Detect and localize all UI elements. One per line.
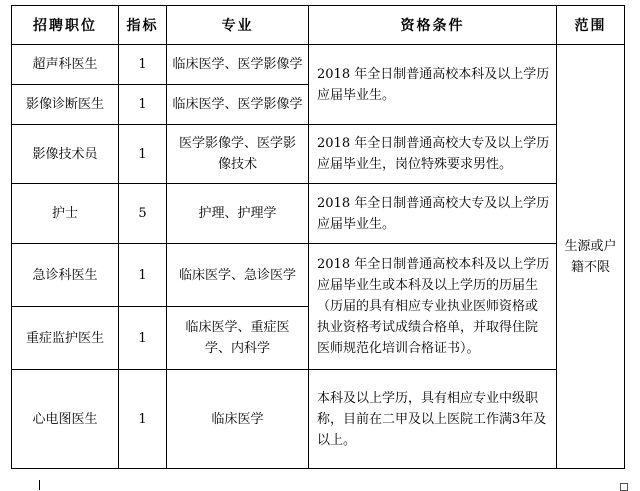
qualification-cell: 2018 年全日制普通高校本科及以上学历应届毕业生。 [309, 45, 557, 125]
qualification-cell: 本科及以上学历，具有相应专业中级职称，目前在二甲及以上医院工作满3年及以上。 [309, 370, 557, 469]
table-row [12, 370, 625, 469]
cursor-mark [39, 480, 40, 490]
major-cell: 护理、护理学 [167, 184, 309, 244]
count-cell: 5 [119, 184, 167, 244]
major-cell: 医学影像学、医学影像技术 [167, 125, 309, 184]
position-cell: 心电图医生 [12, 370, 119, 469]
header-scope: 范围 [557, 6, 625, 45]
major-cell: 临床医学 [167, 370, 309, 469]
table-row [12, 45, 625, 85]
count-cell: 1 [119, 244, 167, 307]
header-count: 指标 [119, 6, 167, 45]
table-row [12, 244, 625, 307]
major-cell: 临床医学、医学影像学 [167, 85, 309, 125]
count-cell: 1 [119, 45, 167, 85]
position-cell: 急诊科医生 [12, 244, 119, 307]
qualification-cell: 2018 年全日制普通高校本科及以上学历应届毕业生或本科及以上学历的历届生（历届的具有相应专业执业医师资格或执业资格考试成绩合格单，并取得住院医师规范化培训合格证书）。 [309, 244, 557, 370]
table-row [12, 125, 625, 184]
table-row [12, 184, 625, 244]
position-cell: 影像技术员 [12, 125, 119, 184]
count-cell: 1 [119, 125, 167, 184]
position-cell: 超声科医生 [12, 45, 119, 85]
count-cell: 1 [119, 85, 167, 125]
qualification-cell: 2018 年全日制普通高校大专及以上学历应届毕业生。 [309, 184, 557, 244]
major-cell: 临床医学、重症医学、内科学 [167, 307, 309, 370]
position-cell: 影像诊断医生 [12, 85, 119, 125]
header-major: 专业 [167, 6, 309, 45]
header-position: 招聘职位 [12, 6, 119, 45]
recruitment-table [11, 5, 625, 469]
position-cell: 重症监护医生 [12, 307, 119, 370]
count-cell: 1 [119, 370, 167, 469]
header-row [12, 6, 625, 45]
position-cell: 护士 [12, 184, 119, 244]
scope-cell: 生源或户籍不限 [557, 45, 625, 469]
qualification-cell: 2018 年全日制普通高校大专及以上学历应届毕业生，岗位特殊要求男性。 [309, 125, 557, 184]
count-cell: 1 [119, 307, 167, 370]
major-cell: 临床医学、医学影像学 [167, 45, 309, 85]
header-qualification: 资格条件 [309, 6, 557, 45]
major-cell: 临床医学、急诊医学 [167, 244, 309, 307]
